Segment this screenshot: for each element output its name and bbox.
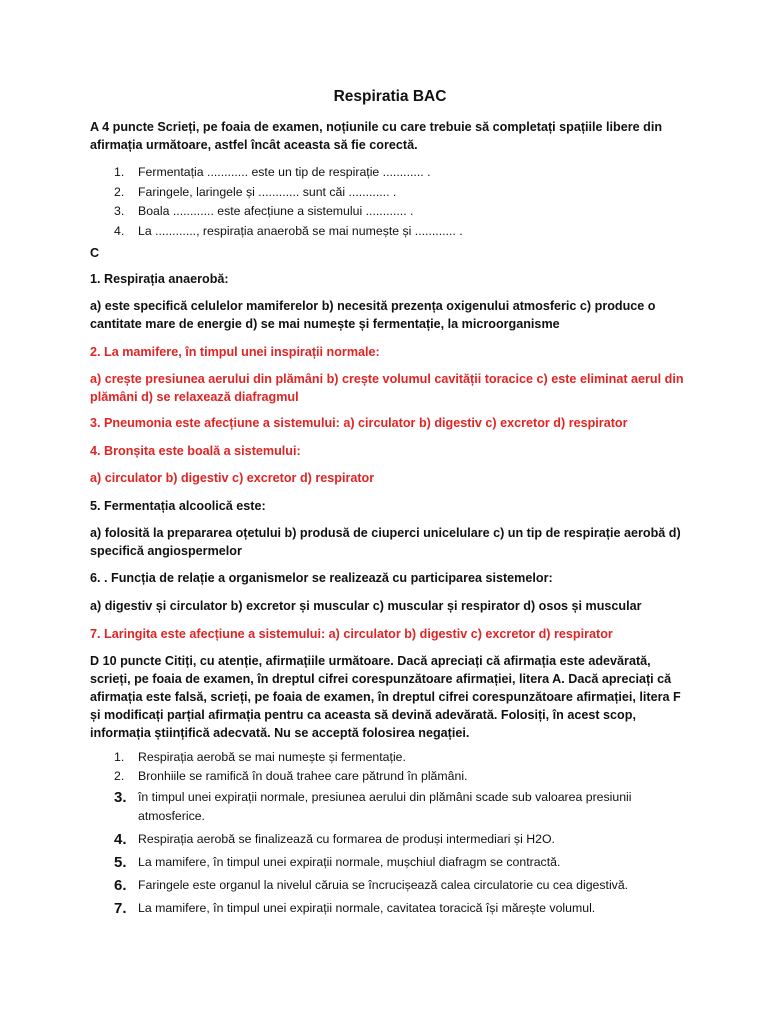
list-item: [114, 853, 690, 872]
question-5: 5. Fermentația alcoolică este:: [90, 499, 266, 513]
item-number: 4.: [114, 223, 125, 238]
list-item: [114, 163, 690, 183]
item-number: 6.: [114, 877, 127, 894]
section-d-list: [114, 748, 690, 918]
document-title: Respiratia BAC: [333, 88, 447, 105]
item-number: 1.: [114, 165, 125, 179]
item-text: Fermentația ............ este un tip de respirație ............ .: [138, 165, 431, 179]
item-text: Faringele, laringele și ............ sunt căi ............ .: [138, 184, 397, 199]
question-1-options: a) este specifică celulelor mamiferelor b) necesită prezența oxigenului atmosferic c) produce o cantitate mare de energie d) se mai numește și fermentație, la microorganisme: [90, 299, 656, 331]
item-text: Boala ............ este afecțiune a sistemului ............ .: [138, 204, 414, 218]
item-number: 5.: [114, 854, 127, 871]
question-7: 7. Laringita este afecțiune a sistemului: a) circulator b) digestiv c) excretor d) respirator: [90, 627, 613, 641]
list-item: [114, 830, 690, 849]
item-number: 3.: [114, 204, 125, 218]
item-text: în timpul unei expirații normale, presiunea aerului din plămâni scade sub valoarea presiunii atmosferice.: [138, 790, 632, 823]
item-number: 2.: [114, 184, 125, 199]
question-2: 2. La mamifere, în timpul unei inspirații normale:: [90, 345, 380, 359]
item-text: Faringele este organul la nivelul căruia se încrucișează calea circulatorie cu cea digestivă.: [138, 878, 629, 892]
question-6: 6. . Funcția de relație a organismelor se realizează cu participarea sistemelor:: [90, 571, 553, 585]
question-4-options: a) circulator b) digestiv c) excretor d) respirator: [90, 471, 375, 485]
list-item: [114, 899, 690, 918]
question-4: 4. Bronșita este boală a sistemului:: [90, 444, 301, 458]
list-item: [114, 222, 690, 242]
question-3: 3. Pneumonia este afecțiune a sistemului: a) circulator b) digestiv c) excretor d) respirator: [90, 416, 628, 430]
list-item: [114, 202, 690, 222]
item-text: La mamifere, în timpul unei expirații normale, cavitatea toracică își mărește volumul.: [138, 901, 596, 915]
list-item: [114, 788, 690, 826]
section-d-intro: D 10 puncte Citiți, cu atenție, afirmațiile următoare. Dacă apreciați că afirmația este adevărată, scrieți, pe foaia de examen, în dreptul cifrei corespunzătoare afirmației, litera A. Dacă apreciați că afirmația este falsă, scrieți, pe foaia de examen, în dreptul cifrei corespunzătoare afirmației, litera F și modificați parțial afirmația pentru ca aceasta să devină adevărată. Folosiți, în acest scop, informația științifică adecvată. Nu se acceptă folosirea negației.: [90, 654, 681, 740]
item-number: 4.: [114, 831, 127, 848]
list-item: [114, 183, 690, 203]
item-number: 3.: [114, 789, 127, 806]
item-text: Respirația aerobă se mai numește și fermentație.: [138, 750, 406, 764]
question-2-options: a) crește presiunea aerului din plămâni b) crește volumul cavității toracice c) este eliminat aerul din plămâni d) se relaxează diafragmul: [90, 372, 684, 404]
section-c-label: C: [90, 246, 100, 260]
list-item: [114, 748, 690, 767]
item-text: Bronhiile se ramifică în două trahee care pătrund în plămâni.: [138, 769, 468, 783]
question-5-options: a) folosită la prepararea oțetului b) produsă de ciuperci unicelulare c) un tip de respirație aerobă d) specifică angiospermelor: [90, 526, 681, 558]
item-text: La ............, respirația anaerobă se mai numește și ............ .: [138, 223, 463, 238]
question-1: 1. Respirația anaerobă:: [90, 272, 229, 286]
item-number: 2.: [114, 769, 125, 783]
list-item: [114, 767, 690, 786]
item-text: La mamifere, în timpul unei expirații normale, mușchiul diafragm se contractă.: [138, 855, 561, 869]
section-a-list: [114, 163, 690, 241]
item-number: 7.: [114, 900, 127, 917]
list-item: [114, 876, 690, 895]
question-6-options: a) digestiv și circulator b) excretor și muscular c) muscular și respirator d) osos și muscular: [90, 599, 642, 613]
section-a-intro: A 4 puncte Scrieți, pe foaia de examen, noțiunile cu care trebuie să completați spațiile libere din afirmația următoare, astfel încât aceasta să fie corectă.: [90, 120, 663, 152]
item-number: 1.: [114, 750, 125, 764]
item-text: Respirația aerobă se finalizează cu formarea de produși intermediari și H2O.: [138, 832, 555, 846]
